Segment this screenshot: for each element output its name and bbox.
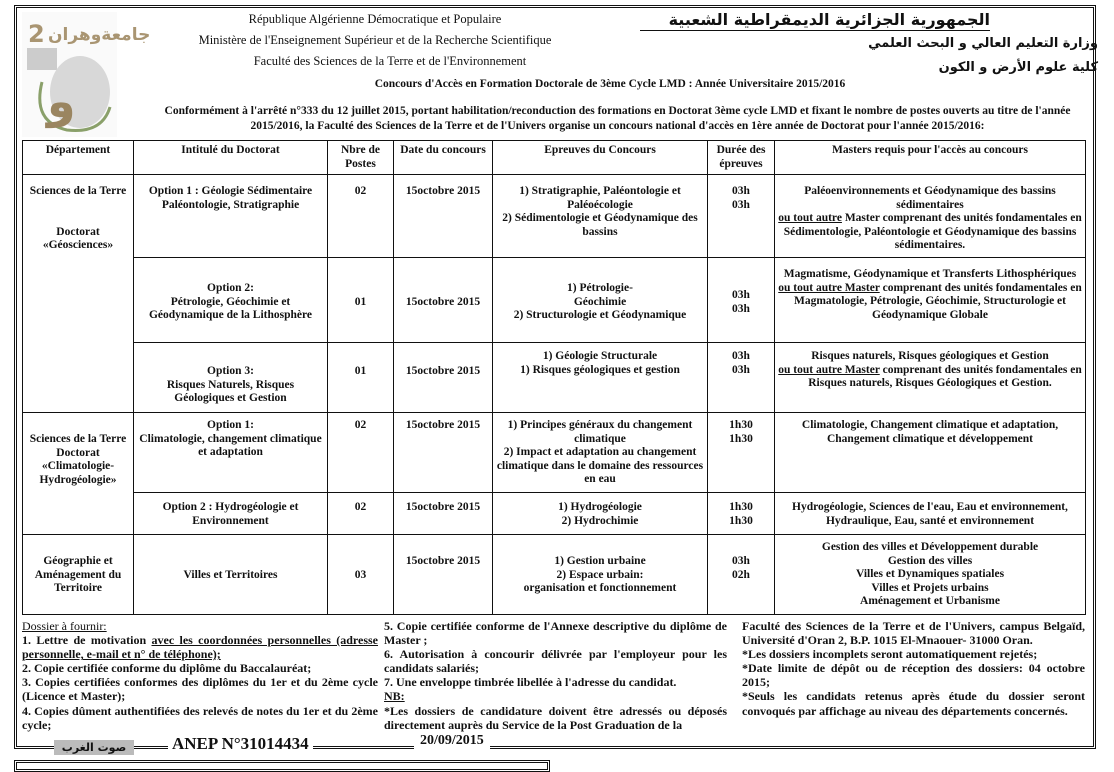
- table-row: [23, 535, 1086, 615]
- intitule-cell: Option 1 : Géologie Sédimentaire Paléontologie, Stratigraphie: [134, 175, 328, 258]
- dossier-column-1: [22, 619, 378, 732]
- masters-cell: [775, 175, 1086, 258]
- date-cell: 15octobre 2015: [394, 493, 493, 535]
- duree-cell: 03h 03h: [708, 343, 775, 413]
- table-row: [23, 258, 1086, 343]
- dossier-column-2: [384, 619, 727, 732]
- postes-cell: 02: [328, 175, 394, 258]
- masters-text: Risques naturels, Risques géologiques et Gestion: [811, 350, 1049, 362]
- date-cell: 15octobre 2015: [394, 258, 493, 343]
- anep-number: ANEP N°31014434: [168, 734, 313, 754]
- duree-cell: 03h 02h: [708, 535, 775, 615]
- masters-cell: [775, 258, 1086, 343]
- dossier-item: 7. Une enveloppe timbrée libellée à l'adresse du candidat.: [384, 675, 677, 690]
- table-row: [23, 175, 1086, 258]
- masters-cell: [775, 343, 1086, 413]
- masters-underlined: ou tout autre Master: [778, 363, 880, 376]
- dossier-item: 5. Copie certifiée conforme de l'Annexe descriptive du diplôme de Master ;: [384, 619, 727, 648]
- intitule-cell: Option 1: Climatologie, changement climatique et adaptation: [134, 413, 328, 493]
- dossier-item: [22, 633, 378, 661]
- epreuves-cell: 1) Principes généraux du changement climatique 2) Impact et adaptation au changement climatique dans le domaine des ressources en eau: [493, 413, 708, 493]
- nb-item: *Seuls les candidats retenus après étude du dossier seront convoqués par affichage au niveau des départements concernés.: [742, 689, 1085, 718]
- newspaper-logo: صوت الغرب: [54, 740, 134, 755]
- col-header: Masters requis pour l'accès au concours: [775, 141, 1086, 175]
- epreuves-cell: 1) Stratigraphie, Paléontologie et Paléoécologie 2) Sédimentologie et Géodynamique des bassins: [493, 175, 708, 258]
- dossier-item: 6. Autorisation à concourir délivrée par l'employeur pour les candidats salariés;: [384, 647, 727, 676]
- postes-cell: 01: [328, 343, 394, 413]
- dossier-item: 2. Copie certifiée conforme du diplôme du Baccalauréat;: [22, 661, 312, 676]
- epreuves-cell: 1) Hydrogéologie 2) Hydrochimie: [493, 493, 708, 535]
- postes-cell: 02: [328, 493, 394, 535]
- table-header-row: [23, 141, 1086, 175]
- epreuves-cell: 1) Gestion urbaine 2) Espace urbain: organisation et fonctionnement: [493, 535, 708, 615]
- publication-date: 20/09/2015: [414, 733, 490, 749]
- masters-rest: comprenant des unités fondamentales en Magmatologie, Pétrologie, Géochimie, Structurologie et Géodynamique Globale: [794, 281, 1082, 321]
- university-logo: [22, 12, 151, 137]
- masters-cell: Climatologie, Changement climatique et adaptation, Changement climatique et développement: [775, 413, 1086, 493]
- date-cell: 15octobre 2015: [394, 175, 493, 258]
- dossier-item-underlined: avec les coordonnées personnelles (adresse personnelle, e-mail et n° de téléphone);: [22, 633, 378, 662]
- masters-text: Paléoenvironnements et Géodynamique des bassins sédimentaires: [804, 185, 1056, 211]
- epreuves-cell: 1) Pétrologie- Géochimie 2) Structurologie et Géodynamique: [493, 258, 708, 343]
- dossier-heading: Dossier à fournir:: [22, 619, 107, 633]
- doctorate-table: [22, 140, 1086, 615]
- nb-item: *Les dossiers de candidature doivent être adressés ou déposés directement auprès du Service de la Post Graduation de la: [384, 703, 727, 732]
- duree-cell: 1h30 1h30: [708, 493, 775, 535]
- table-row: [23, 343, 1086, 413]
- table-row: [23, 413, 1086, 493]
- department-cell: Sciences de la Terre Doctorat «Géosciences»: [23, 175, 134, 413]
- dossier-item-text: 1. Lettre de motivation: [22, 633, 152, 648]
- date-cell: 15octobre 2015: [394, 343, 493, 413]
- col-header: Date du concours: [394, 141, 493, 175]
- postes-cell: 03: [328, 535, 394, 615]
- masters-rest: Master comprenant des unités fondamentales en Sédimentologie, Paléontologie et Géodynamique des bassins sédimentaires.: [783, 212, 1082, 251]
- intro-text: Conformément à l'arrêté n°333 du 12 juillet 2015, portant habilitation/reconduction des formations en Doctorat 3ème cycle LMD et fixant le nombre de postes ouverts au titre de l'année 2015/2016, la Faculté des Sciences de la Terre et de l'Univers organise un concours national d'accès en 1ère année de Doctorat pour l'année 2015/2016:: [164, 105, 1071, 132]
- dossier-item: 3. Copies certifiées conformes des diplômes du 1er et du 2ème cycle (Licence et Master);: [22, 675, 378, 704]
- masters-cell: Hydrogéologie, Sciences de l'eau, Eau et environnement, Hydraulique, Eau, santé et environnement: [775, 493, 1086, 535]
- header-republic-ar: الجمهورية الجزائرية الديمقراطية الشعبية: [640, 10, 990, 31]
- col-header: Nbre de Postes: [328, 141, 394, 175]
- table-row: [23, 493, 1086, 535]
- col-header: Epreuves du Concours: [493, 141, 708, 175]
- masters-underlined: ou tout autre: [778, 212, 842, 224]
- masters-underlined: ou tout autre Master: [778, 281, 880, 294]
- dossier-column-3: [742, 619, 1085, 718]
- date-cell: 15octobre 2015: [394, 535, 493, 615]
- duree-cell: 03h 03h: [708, 258, 775, 343]
- masters-cell: Gestion des villes et Développement durable Gestion des villes Villes et Dynamiques spatiales Villes et Projets urbains Aménagement et Urbanisme: [775, 535, 1086, 615]
- next-ad-frame: [14, 760, 550, 772]
- header-faculty: Faculté des Sciences de la Terre et de l'Environnement: [253, 54, 527, 68]
- epreuves-cell: 1) Géologie Structurale 1) Risques géologiques et gestion: [493, 343, 708, 413]
- duree-cell: 1h30 1h30: [708, 413, 775, 493]
- nb-heading: NB:: [384, 689, 405, 704]
- header-republic: République Algérienne Démocratique et Populaire: [248, 12, 502, 26]
- masters-rest: comprenant des unités fondamentales en Risques naturels, Risques Géologiques et Gestion.: [808, 363, 1082, 389]
- svg-text:2: 2: [28, 20, 45, 48]
- nb-item: Faculté des Sciences de la Terre et de l'Univers, campus Belgaïd, Université d'Oran 2, B.P. 1015 El-Mnaouer- 31000 Oran.: [742, 619, 1085, 648]
- department-cell: Sciences de la Terre Doctorat «Climatologie-Hydrogéologie»: [23, 413, 134, 535]
- header-faculty-ar: كلية علوم الأرض و الكون: [938, 60, 1098, 75]
- col-header: Durée des épreuves: [708, 141, 775, 175]
- department-cell: Géographie et Aménagement du Territoire: [23, 535, 134, 615]
- nb-item: *Les dossiers incomplets seront automatiquement rejetés;: [742, 647, 1038, 662]
- intitule-cell: Villes et Territoires: [134, 535, 328, 615]
- svg-text:و: و: [47, 74, 76, 128]
- date-cell: 15octobre 2015: [394, 413, 493, 493]
- svg-text:جامعةوهران: جامعةوهران: [48, 25, 151, 45]
- header-ministry-ar: وزارة التعليم العالي و البحث العلمي: [868, 36, 1098, 51]
- duree-cell: 03h 03h: [708, 175, 775, 258]
- nb-item: *Date limite de dépôt ou de réception des dossiers: 04 octobre 2015;: [742, 661, 1085, 690]
- postes-cell: 02: [328, 413, 394, 493]
- intitule-cell: Option 2: Pétrologie, Géochimie et Géodynamique de la Lithosphère: [134, 258, 328, 343]
- header-ministry: Ministère de l'Enseignement Supérieur et de la Recherche Scientifique: [198, 33, 552, 47]
- intitule-cell: Option 2 : Hydrogéologie et Environnement: [134, 493, 328, 535]
- competition-title: Concours d'Accès en Formation Doctorale de 3ème Cycle LMD : Année Universitaire 2015/2016: [374, 78, 846, 90]
- intitule-cell: Option 3: Risques Naturels, Risques Géologiques et Gestion: [134, 343, 328, 413]
- masters-text: Magmatisme, Géodynamique et Transferts Lithosphériques: [783, 268, 1077, 280]
- col-header: Intitulé du Doctorat: [134, 141, 328, 175]
- dossier-item: 4. Copies dûment authentifiées des relevés de notes du 1er et du 2ème cycle;: [22, 703, 378, 732]
- postes-cell: 01: [328, 258, 394, 343]
- col-header: Département: [23, 141, 134, 175]
